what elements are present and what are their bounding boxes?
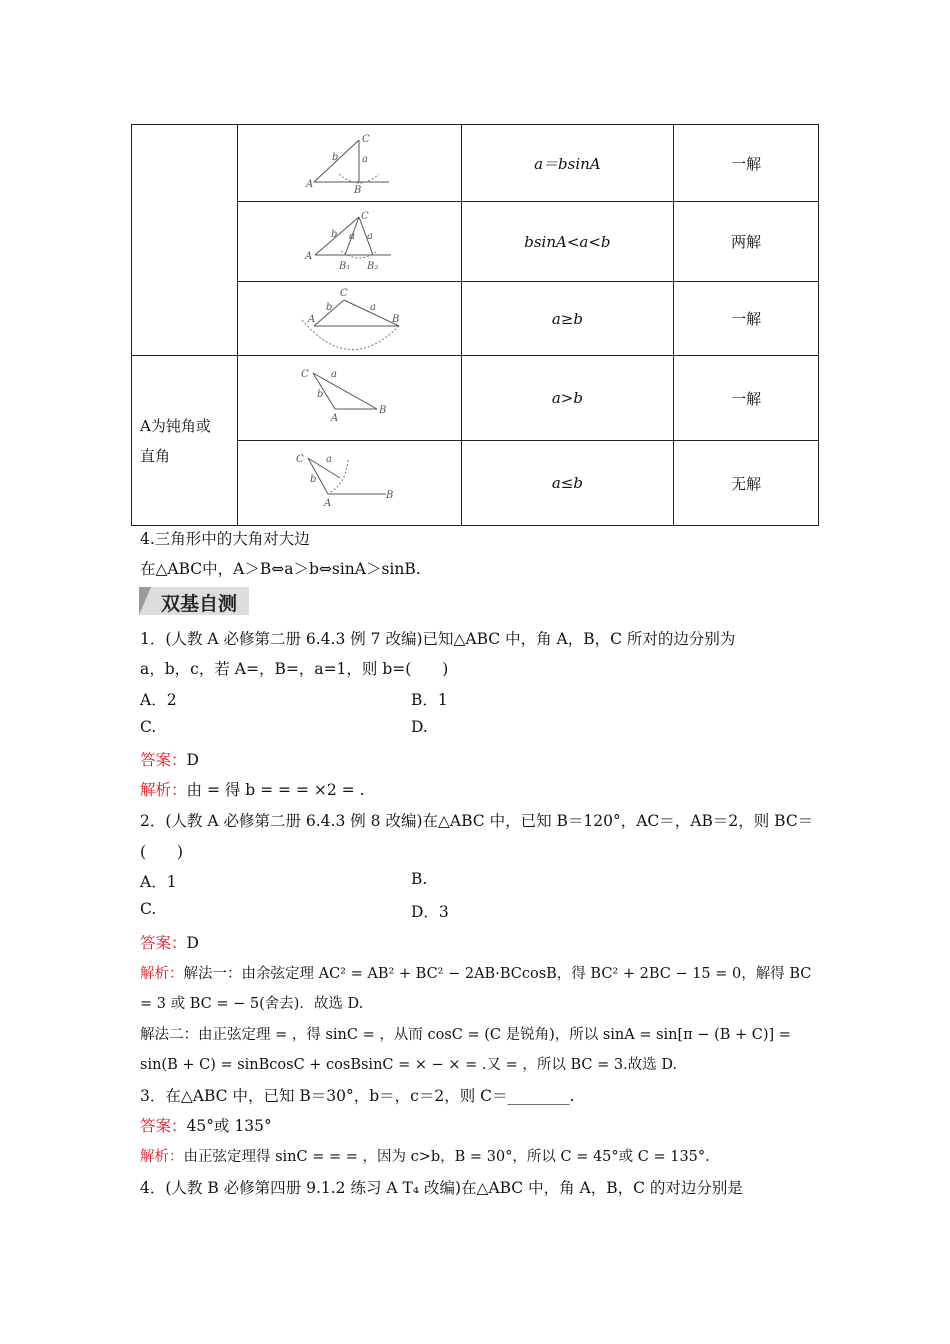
result-cell: 一解 [674, 356, 819, 441]
q1-stem-2: a，b，c，若 A=，B=，a=1，则 b=( ) [140, 660, 449, 678]
svg-text:a: a [331, 369, 337, 380]
q1-stem: 1．(人教 A 必修第二册 6.4.3 例 7 改编)已知△ABC 中，角 A，B，C 所对的边分别为 [140, 630, 736, 648]
figure-cell [237, 282, 461, 356]
svg-text:b: b [332, 152, 339, 163]
section4-title: 4.三角形中的大角对大边 [140, 530, 310, 548]
result-cell: 无解 [674, 441, 819, 526]
q4-stem: 4．(人教 B 必修第四册 9.1.2 练习 A T₄ 改编)在△ABC 中，角 A，B，C 的对边分别是 [140, 1179, 743, 1197]
figure-cell [237, 441, 461, 526]
svg-text:B: B [379, 405, 387, 416]
condition-cell: a≤b [461, 441, 674, 526]
svg-text:a: a [349, 230, 355, 242]
q2-option-c: C. [140, 900, 157, 918]
condition-cell: a＝bsinA [461, 125, 674, 202]
q1-option-b: B．1 [411, 691, 448, 709]
q1-option-c: C. [140, 718, 157, 736]
q3-analysis: 解析：由正弦定理得 sinC = = = ，因为 c>b，B = 30°，所以 C = 45°或 C = 135°. [140, 1149, 710, 1165]
svg-text:b: b [326, 301, 333, 313]
q3-stem: 3．在△ABC 中，已知 B＝30°，b＝，c＝2，则 C＝________. [140, 1087, 575, 1105]
svg-text:a: a [367, 230, 373, 242]
figure-two-solutions [301, 209, 397, 275]
q2-stem-2: ( ) [140, 843, 184, 861]
svg-text:C: C [296, 454, 304, 465]
q2-answer: 答案：D [140, 934, 199, 952]
svg-text:b: b [317, 389, 324, 400]
q3-answer: 答案：45°或 135° [140, 1117, 272, 1135]
svg-text:b: b [310, 474, 317, 485]
q2-analysis-4: sin(B + C) = sinBcosC + cosBsinC = × − × = .又 = ，所以 BC = 3.故选 D. [140, 1057, 678, 1073]
svg-text:C: C [301, 369, 309, 380]
solution-count-table [131, 124, 819, 526]
section4-text: 在△ABC中，A＞B⇔a＞b⇔sinA＞sinB. [140, 560, 421, 578]
figure-obtuse-one-solution [299, 367, 399, 429]
q1-option-a: A．2 [140, 691, 177, 709]
q1-answer: 答案：D [140, 751, 199, 769]
figure-a-ge-b [294, 286, 404, 352]
q2-stem: 2．(人教 A 必修第二册 6.4.3 例 8 改编)在△ABC 中，已知 B＝120°，AC＝，AB＝2，则 BC＝ [140, 812, 814, 830]
svg-text:A: A [305, 250, 313, 262]
acute-group-cell [132, 125, 238, 356]
figure-right-angle [304, 132, 394, 194]
q2-option-d: D．3 [411, 903, 449, 921]
svg-text:B: B [392, 313, 400, 325]
figure-no-solution [294, 452, 404, 514]
result-cell: 一解 [674, 125, 819, 202]
q2-option-b: B. [411, 870, 428, 888]
svg-text:A: A [331, 413, 339, 424]
svg-text:A: A [308, 313, 316, 325]
svg-text:a: a [326, 454, 332, 465]
svg-text:B₁: B₁ [339, 260, 351, 272]
figure-cell [237, 125, 461, 202]
obtuse-group-cell: A为钝角或 直角 [132, 356, 238, 526]
svg-text:b: b [331, 228, 338, 240]
svg-text:B: B [386, 490, 394, 501]
condition-cell: bsinA<a<b [461, 202, 674, 282]
q2-option-a: A．1 [140, 873, 177, 891]
svg-text:C: C [362, 134, 370, 145]
q1-option-d: D. [411, 718, 428, 736]
q2-analysis-3: 解法二：由正弦定理 = ，得 sinC = ，从而 cosC = (C 是锐角)，所以 sinA = sin[π − (B + C)] = [140, 1027, 791, 1043]
svg-text:A: A [324, 498, 332, 509]
svg-text:C: C [340, 287, 348, 299]
result-cell: 一解 [674, 282, 819, 356]
result-cell: 两解 [674, 202, 819, 282]
figure-cell [237, 356, 461, 441]
condition-cell: a≥b [461, 282, 674, 356]
q1-analysis: 解析：由 = 得 b = = = ×2 = . [140, 781, 365, 799]
svg-text:B: B [354, 185, 362, 194]
svg-text:a: a [370, 301, 376, 313]
svg-text:A: A [306, 179, 314, 190]
svg-text:C: C [361, 210, 369, 222]
svg-text:a: a [362, 154, 368, 165]
section-banner: 双基自测 [139, 587, 249, 615]
q2-analysis-2: = 3 或 BC = − 5(舍去)．故选 D. [140, 996, 364, 1012]
figure-cell [237, 202, 461, 282]
svg-text:B₂: B₂ [367, 260, 379, 272]
condition-cell: a>b [461, 356, 674, 441]
q2-analysis-1: 解析：解法一：由余弦定理 AC² = AB² + BC² − 2AB·BCcosB，得 BC² + 2BC − 15 = 0，解得 BC [140, 966, 812, 982]
